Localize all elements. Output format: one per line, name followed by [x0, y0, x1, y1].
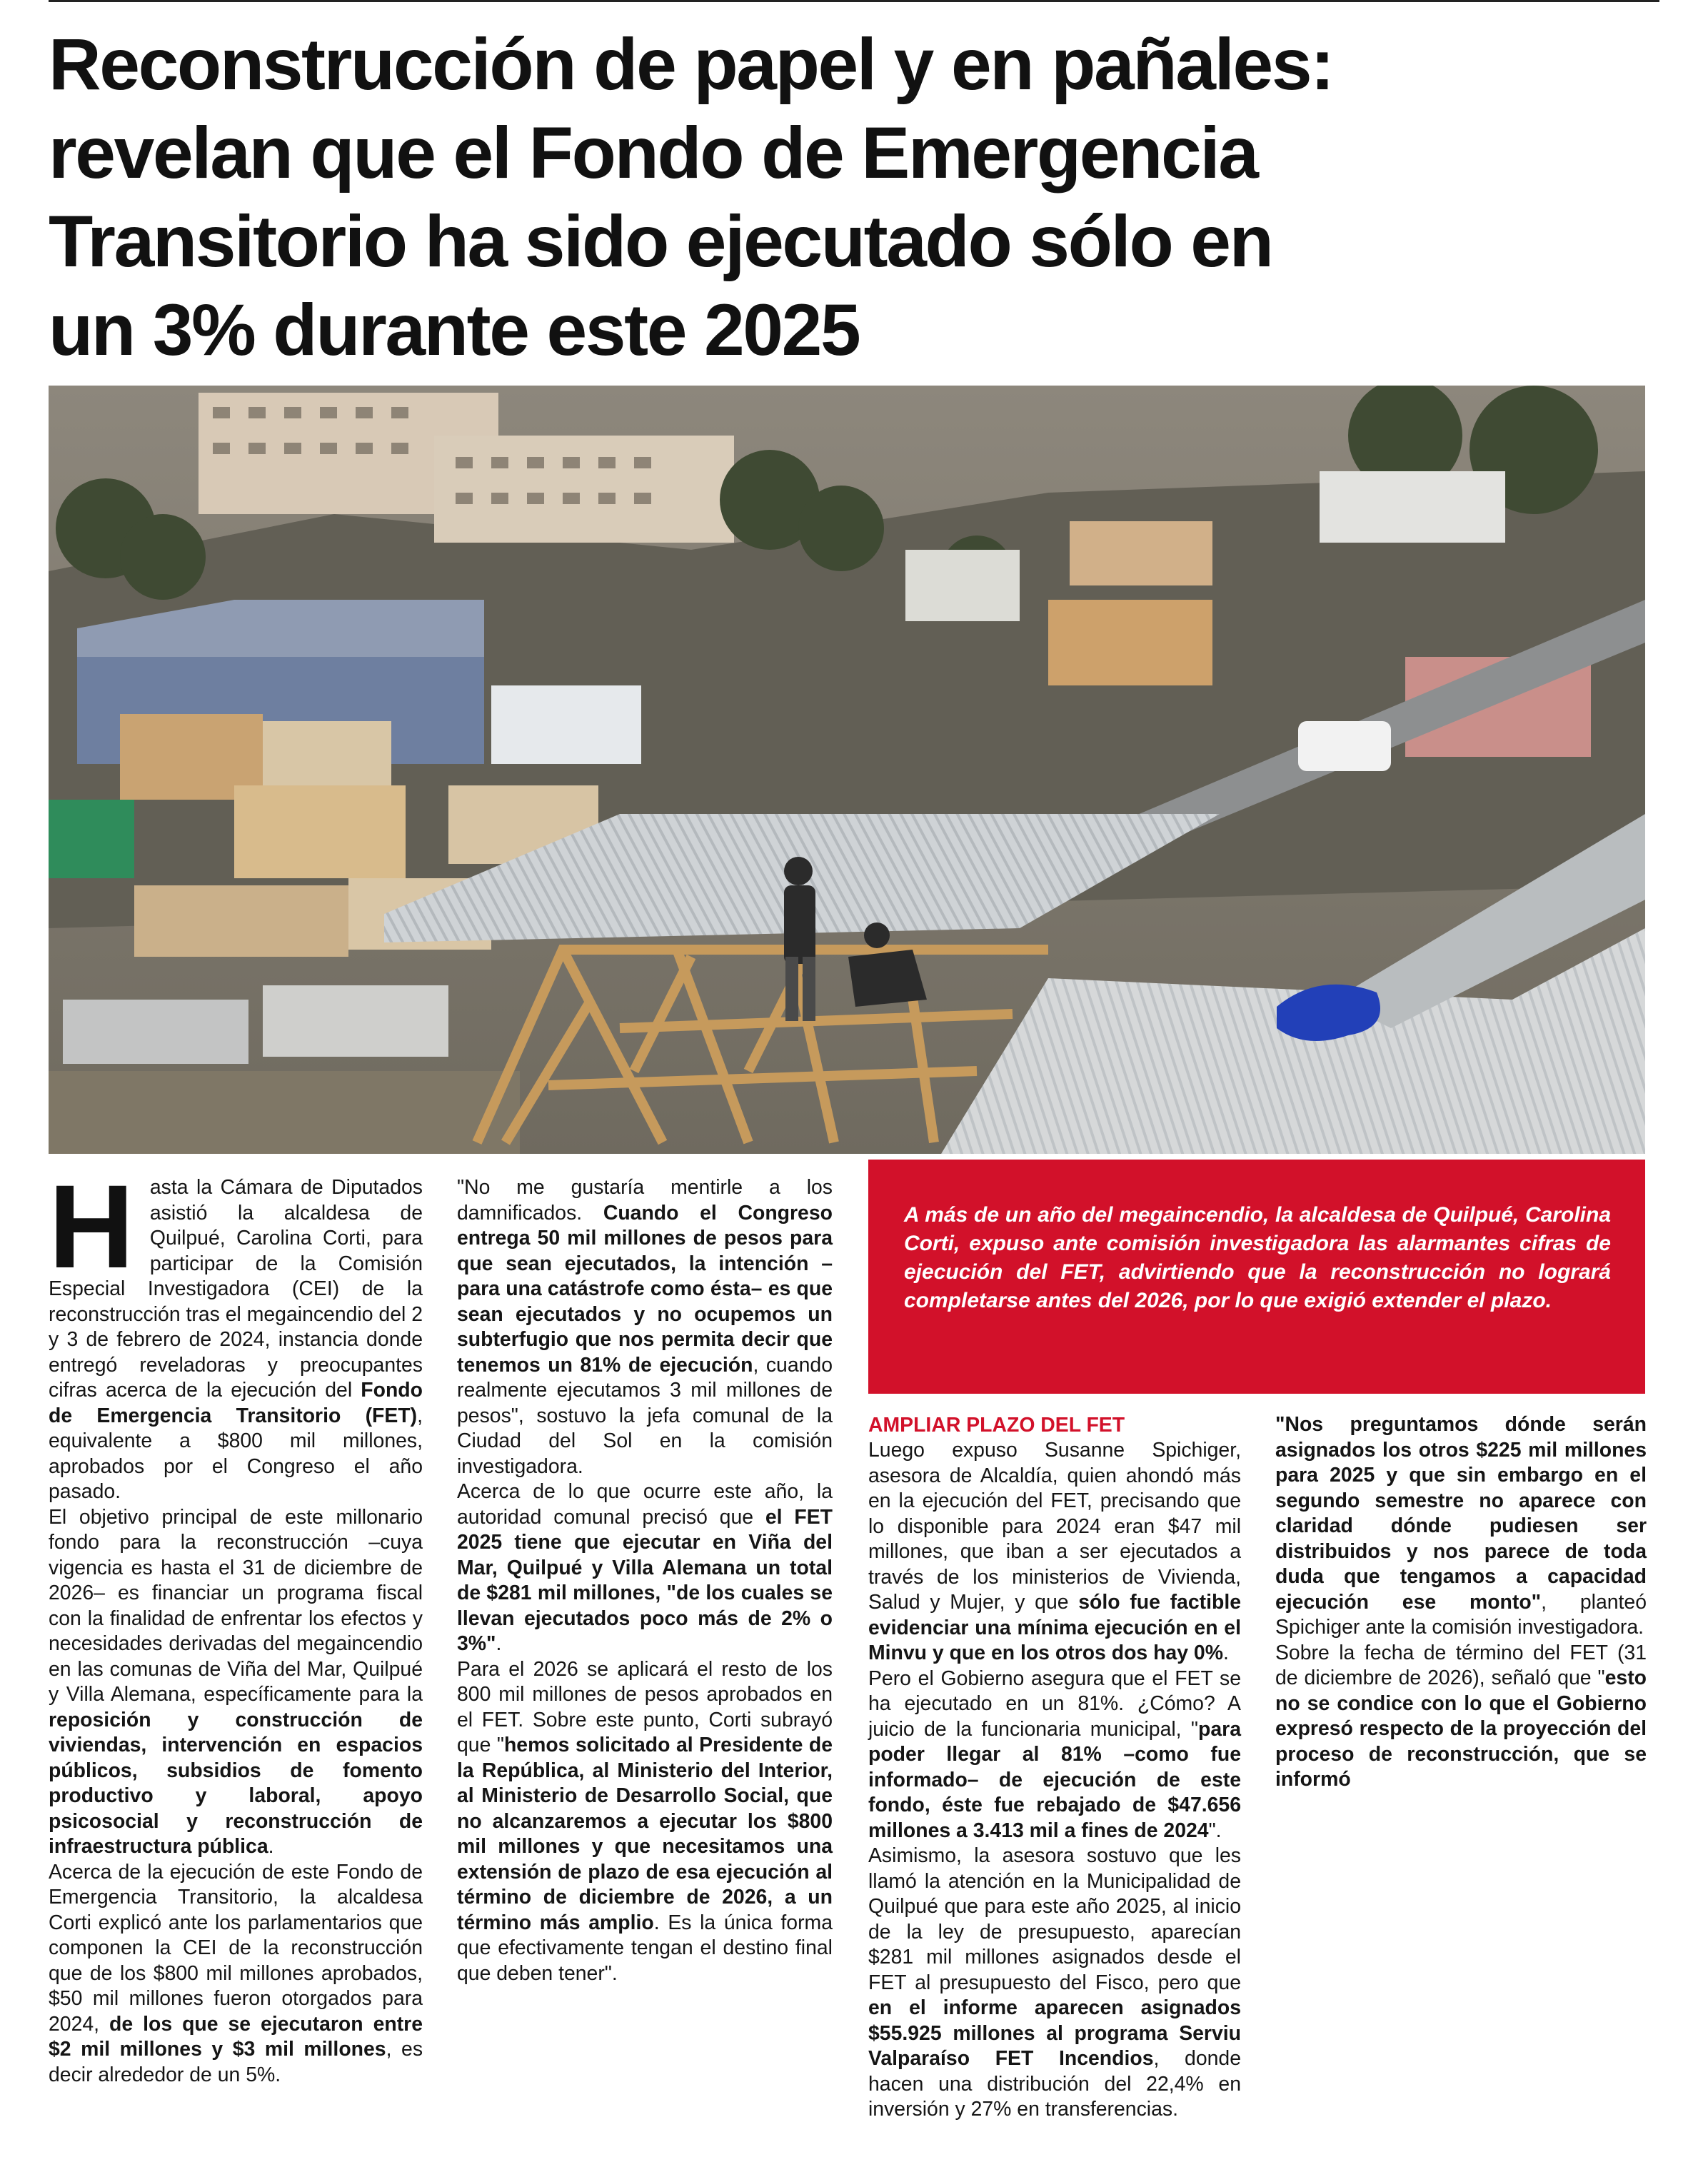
paragraph-1 [49, 1161, 423, 1505]
bold-run: hemos solicitado al Presidente de la República, al Ministerio del Interior, al Ministerio de Desarrollo Social, que no alcanzaremos a ejecutar los $800 mil millones y que necesitamos una extensión de plazo de esa ejecución al término de diciembre de 2026, a un término más amplio [457, 1734, 833, 1934]
bold-run: Fondo de Emergencia Transitorio (FET) [49, 1379, 423, 1427]
paragraph-6: Para el 2026 se aplicará el resto de los 800 mil millones de pesos aprobados en el FET. Sobre este punto, Corti subrayó que "hemos solicitado al Presidente de la República, al Ministerio del Interior, al Ministerio de Desarrollo Social, que no alcanzaremos a ejecutar los $800 mil millones y que necesitamos una extensión de plazo de esa ejecución al término de diciembre de 2026, a un término más amplio. Es la única forma que efectivamente tengan el destino final que deben tener". [457, 1657, 833, 1985]
article-column-4 [1275, 1412, 1647, 1793]
paragraph-1-text: asta la Cámara de Diputados asistió la alcaldesa de Quilpué, Carolina Corti, para participar de la Comisión Especial Investigadora (CEI) de la reconstrucción tras el megaincendio del 2 y 3 de febrero de 2024, instancia donde entregó reveladoras y preocupantes cifras acerca de la ejecución del Fondo de Emergencia Transitorio (FET), equivalente a $800 mil millones, aprobados por el Congreso el año pasado. [49, 1176, 423, 1503]
paragraph-3: Acerca de la ejecución de este Fondo de Emergencia Transitorio, la alcaldesa Corti explicó ante los parlamentarios que componen la CEI de la reconstrucción que de los $800 mil millones aprobados, $50 mil millones fueron otorgados para 2024, de los que se ejecutaron entre $2 mil millones y $3 mil millones, es decir alrededor de un 5%. [49, 1860, 423, 2086]
construction-photo [49, 386, 1645, 1154]
highlight-box [868, 1160, 1645, 1394]
construction-photo-illustration [49, 386, 1645, 1154]
paragraph-8: Pero el Gobierno asegura que el FET se ha ejecutado en un 81%. ¿Cómo? A juicio de la funcionaria municipal, "para poder llegar al 81% –como fue informado– de ejecución de este fondo, éste fue rebajado de $47.656 millones a 3.413 mil a fines de 2024". [868, 1666, 1241, 1842]
drop-cap: H [49, 1161, 134, 1293]
headline-line-4: un 3% durante este 2025 [49, 289, 860, 371]
bold-run: "Nos preguntamos dónde serán asignados los otros $225 mil millones para 2025 y que sin embargo en el segundo semestre no aparece con claridad dónde pudiesen ser distribuidos y nos parece de toda duda que tengamos a capacidad ejecución ese monto" [1275, 1413, 1647, 1614]
paragraph-9: Asimismo, la asesora sostuvo que les llamó la atención en la Municipalidad de Quilpué que para este año 2025, al inicio de la ley de presupuesto, aparecían $281 mil millones asignados desde el FET al presupuesto del Fisco, pero que en el informe aparecen asignados $55.925 millones al programa Serviu Valparaíso FET Incendios, donde hacen una distribución del 22,4% en inversión y 27% en transferencias. [868, 1844, 1241, 2121]
paragraph-4: "No me gustaría mentirle a los damnificados. Cuando el Congreso entrega 50 mil millones de pesos para que sean ejecutados, la intención –para una catástrofe como ésta– es que sean ejecutados y no ocupemos un subterfugio que nos permita decir que tenemos un 81% de ejecución, cuando realmente ejecutamos 3 mil millones de pesos", sostuvo la jefa comunal de la Ciudad del Sol en la comisión investigadora. [457, 1176, 833, 1478]
paragraph-7: Luego expuso Susanne Spichiger, asesora de Alcaldía, quien ahondó más en la ejecución del FET, precisando que lo disponible para 2024 eran $47 mil millones, que iban a ser ejecutados a través de los ministerios de Vivienda, Salud y Mujer, y que sólo fue factible evidenciar una mínima ejecución en el Minvu y que en los otros dos hay 0%. [868, 1439, 1241, 1664]
bold-run: en el informe aparecen asignados $55.925 millones al programa Serviu Valparaíso FET Incendios [868, 1996, 1241, 2070]
headline-line-3: Transitorio ha sido ejecutado sólo en [49, 201, 1272, 282]
bold-run: el FET 2025 tiene que ejecutar en Viña del Mar, Quilpué y Villa Alemana un total de $281 mil millones, "de los cuales se llevan ejecutados poco más de 2% o 3%" [457, 1505, 833, 1655]
article-column-3 [868, 1412, 1241, 2123]
bold-run: de los que se ejecutaron entre $2 mil millones y $3 mil millones [49, 2012, 423, 2061]
paragraph-5: Acerca de lo que ocurre este año, la autoridad comunal precisó que el FET 2025 tiene que ejecutar en Viña del Mar, Quilpué y Villa Alemana un total de $281 mil millones, "de los cuales se llevan ejecutados poco más de 2% o 3%". [457, 1480, 833, 1655]
top-rule [49, 0, 1659, 2]
subheading: AMPLIAR PLAZO DEL FET [868, 1414, 1125, 1437]
paragraph-2: El objetivo principal de este millonario fondo para la reconstrucción –cuya vigencia es hasta el 31 de diciembre de 2026– es financiar un programa fiscal con la finalidad de enfrentar los efectos y necesidades derivadas del megaincendio en las comunas de Viña del Mar, Quilpué y Villa Alemana, específicamente para la reposición y construcción de viviendas, intervención en espacios públicos, subsidios de fomento productivo y laboral, apoyo psicosocial y reconstrucción de infraestructura pública. [49, 1505, 423, 1858]
paragraph-11: Sobre la fecha de término del FET (31 de diciembre de 2026), señaló que "esto no se condice con lo que el Gobierno expresó respecto de la proyección del proceso de reconstrucción, que se informó [1275, 1641, 1647, 1791]
highlight-text: A más de un año del megaincendio, la alcaldesa de Quilpué, Carolina Corti, expuso ante comisión investigadora las alarmantes cifras de ejecución del FET, advirtiendo que la reconstrucción no logrará completarse antes del 2026, por lo que exigió extender el plazo. [904, 1203, 1611, 1312]
bold-run: esto no se condice con lo que el Gobierno expresó respecto de la proyección del proceso de reconstrucción, que se informó [1275, 1666, 1647, 1791]
bold-run: para poder llegar al 81% –como fue informado– de ejecución de este fondo, éste fue rebajado de $47.656 millones a 3.413 mil a fines de 2024 [868, 1717, 1241, 1842]
paragraph-10: "Nos preguntamos dónde serán asignados los otros $225 mil millones para 2025 y que sin embargo en el segundo semestre no aparece con claridad dónde pudiesen ser distribuidos y nos parece de toda duda que tengamos a capacidad ejecución ese monto", planteó Spichiger ante la comisión investigadora. [1275, 1413, 1647, 1639]
bold-run: reposición y construcción de viviendas, intervención en espacios públicos, subsidios de fomento productivo y laboral, apoyo psicosocial y reconstrucción de infraestructura pública [49, 1708, 423, 1858]
article-column-1 [49, 1161, 423, 2088]
headline-line-1: Reconstrucción de papel y en pañales: [49, 24, 1333, 105]
headline-line-2: revelan que el Fondo de Emergencia [49, 112, 1257, 193]
headline [49, 20, 1662, 374]
bold-run: sólo fue factible evidenciar una mínima ejecución en el Minvu y que en los otros dos hay 0% [868, 1591, 1241, 1664]
article-column-2 [457, 1175, 833, 1986]
bold-run: Cuando el Congreso entrega 50 mil millones de pesos para que sean ejecutados, la intención –para una catástrofe como ésta– es que sean ejecutados y no ocupemos un subterfugio que nos permita decir que tenemos un 81% de ejecución [457, 1201, 833, 1377]
